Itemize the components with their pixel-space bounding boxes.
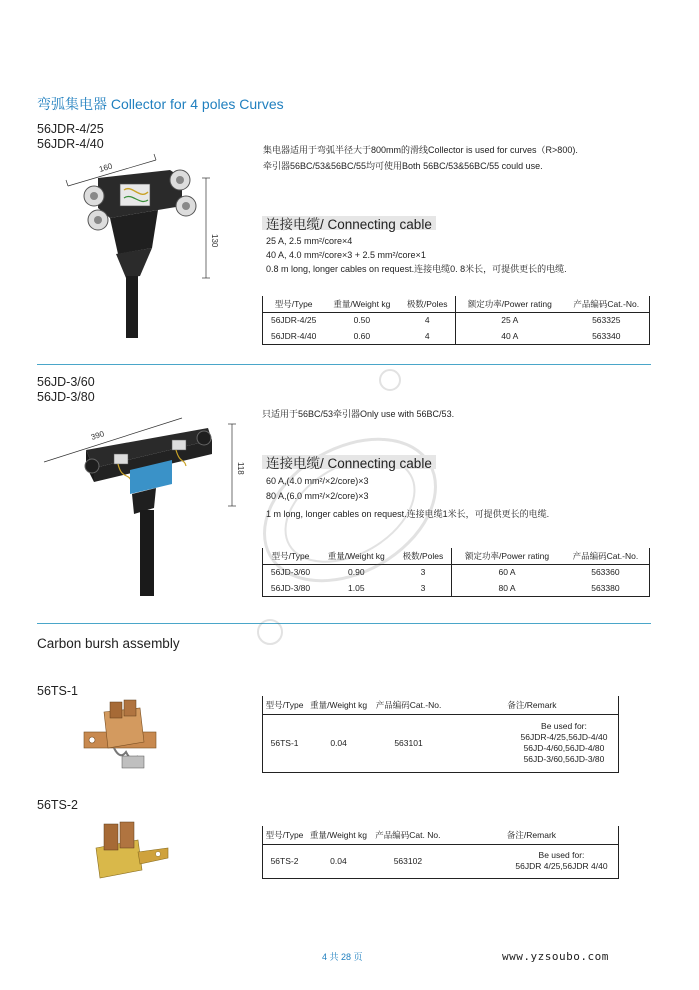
column-header: 重量/Weight kg [324, 296, 399, 312]
model-name: 56TS-2 [37, 798, 78, 812]
table-cell: 563325 [564, 312, 650, 328]
brush-table [262, 826, 619, 879]
description-line: 牵引器56BC/53&56BC/55均可使用Both 56BC/53&56BC/55 could use. [263, 161, 543, 171]
column-header: 型号/Type [263, 826, 307, 844]
table-cell: 563102 [371, 844, 445, 878]
table-cell: 56TS-2 [263, 844, 307, 878]
table-row [263, 328, 650, 344]
table-cell: 563360 [562, 564, 650, 580]
column-header: 型号/Type [263, 548, 319, 564]
cable-heading-text: 连接电缆/ Connecting cable [266, 217, 432, 232]
table-cell: 0.90 [348, 567, 365, 578]
carbon-brush-56ts2-image [88, 818, 174, 884]
column-header: 产品编码Cat. No. [371, 826, 445, 844]
table-cell: 563380 [562, 580, 650, 596]
table-cell: 56TS-1 [263, 714, 307, 772]
table-cell: 0.04 [306, 844, 371, 878]
table-cell: 56JDR-4/40 [263, 328, 325, 344]
cable-spec-line: 1 m long, longer cables on request.连接电缆1米长，可提供更长的电缆. [266, 509, 550, 519]
cable-spec-line: 0.8 m long, longer cables on request.连接电缆0. 8米长，可提供更长的电缆. [266, 264, 567, 274]
column-header: 产品编码Cat.-No. [564, 296, 650, 312]
model-name: 56TS-1 [37, 684, 78, 698]
table-cell: 56JD-3/80 [263, 580, 319, 596]
table-cell: 3 [420, 567, 426, 578]
column-header: 重量/Weight kg [306, 696, 371, 714]
brush-table [262, 696, 619, 773]
cable-heading [266, 213, 432, 233]
column-header: 额定功率/Power rating [456, 296, 564, 312]
dim-width-label: 390 [89, 429, 106, 442]
column-header: 产品编码Cat.-No. [371, 696, 446, 714]
column-header: 备注/Remark [446, 696, 619, 714]
spec-table [262, 296, 650, 345]
table-cell: 25 A [456, 312, 564, 328]
cable-heading [266, 452, 432, 472]
carbon-brush-title: Carbon bursh assembly [37, 636, 180, 651]
table-cell: 4 [424, 315, 430, 326]
model-name: 56JDR-4/25 [37, 122, 104, 136]
description [263, 142, 578, 174]
table-row [263, 844, 619, 878]
remark-line: 56JDR-4/25,56JD-4/40 [520, 732, 608, 742]
description-line: 只适用于56BC/53牵引器Only use with 56BC/53. [262, 409, 455, 419]
remark-cell [445, 844, 619, 878]
column-header: 产品编码Cat.-No. [562, 548, 650, 564]
column-header: 额定功率/Power rating [452, 548, 562, 564]
remark-cell [446, 714, 619, 772]
column-header: 备注/Remark [445, 826, 619, 844]
table-cell: 563340 [564, 328, 650, 344]
table-row [263, 312, 650, 328]
column-header: 极数/Poles [399, 296, 455, 312]
cable-heading-text: 连接电缆/ Connecting cable [266, 456, 432, 471]
column-header: 重量/Weight kg [306, 826, 371, 844]
cable-spec-line: 40 A, 4.0 mm²/core×3 + 2.5 mm²/core×1 [266, 250, 426, 260]
table-cell: 0.50 [353, 315, 371, 326]
remark-line: 56JDR 4/25,56JDR 4/40 [515, 861, 608, 871]
column-header: 型号/Type [263, 296, 325, 312]
column-header: 重量/Weight kg [318, 548, 395, 564]
cable-spec-line: 80 A,(6.0 mm²/×2/core)×3 [266, 491, 369, 501]
table-cell: 4 [399, 328, 455, 344]
table-cell: 563101 [371, 714, 446, 772]
collector-3pole-image [36, 410, 246, 600]
collector-4pole-image [40, 148, 230, 348]
section-title: 弯弧集电器 Collector for 4 poles Curves [37, 96, 284, 112]
table-cell: 56JD-3/60 [263, 564, 319, 580]
model-name: 56JD-3/80 [37, 390, 95, 404]
remark-line: 56JD-4/60,56JD-4/80 [523, 743, 605, 753]
website-url[interactable]: www.yzsoubo.com [502, 950, 609, 963]
remark-line: Be used for: [541, 721, 587, 731]
table-cell: 3 [395, 580, 452, 596]
table-cell: 0.60 [324, 328, 399, 344]
cable-spec-line: 60 A,(4.0 mm²/×2/core)×3 [266, 476, 369, 486]
cable-spec-line: 25 A, 2.5 mm²/core×4 [266, 236, 353, 246]
dim-width-label: 160 [98, 161, 114, 174]
description-line: 集电器适用于弯弧半径大于800mm的滑线Collector is used for curves（R>800). [263, 145, 578, 155]
model-list [37, 375, 95, 405]
table-row [263, 714, 619, 772]
table-cell: 80 A [452, 580, 562, 596]
table-cell: 0.04 [306, 714, 371, 772]
dim-height-label: 130 [210, 234, 219, 248]
model-name: 56JD-3/60 [37, 375, 95, 389]
table-cell: 60 A [452, 564, 562, 580]
cable-spec [266, 234, 567, 276]
column-header: 极数/Poles [395, 548, 452, 564]
dim-height-label: 118 [236, 462, 245, 475]
remark-line: Be used for: [538, 850, 585, 860]
table-cell: 40 A [456, 328, 564, 344]
column-header: 型号/Type [263, 696, 307, 714]
model-name: 56JDR-4/40 [37, 137, 104, 151]
remark-line: 56JD-3/60,56JD-3/80 [523, 754, 605, 764]
page-number: 4 共 28 页 [322, 952, 363, 962]
carbon-brush-56ts1-image [74, 698, 174, 780]
watermark-seal [240, 360, 480, 650]
table-cell: 1.05 [318, 580, 395, 596]
table-cell: 56JDR-4/25 [263, 312, 325, 328]
